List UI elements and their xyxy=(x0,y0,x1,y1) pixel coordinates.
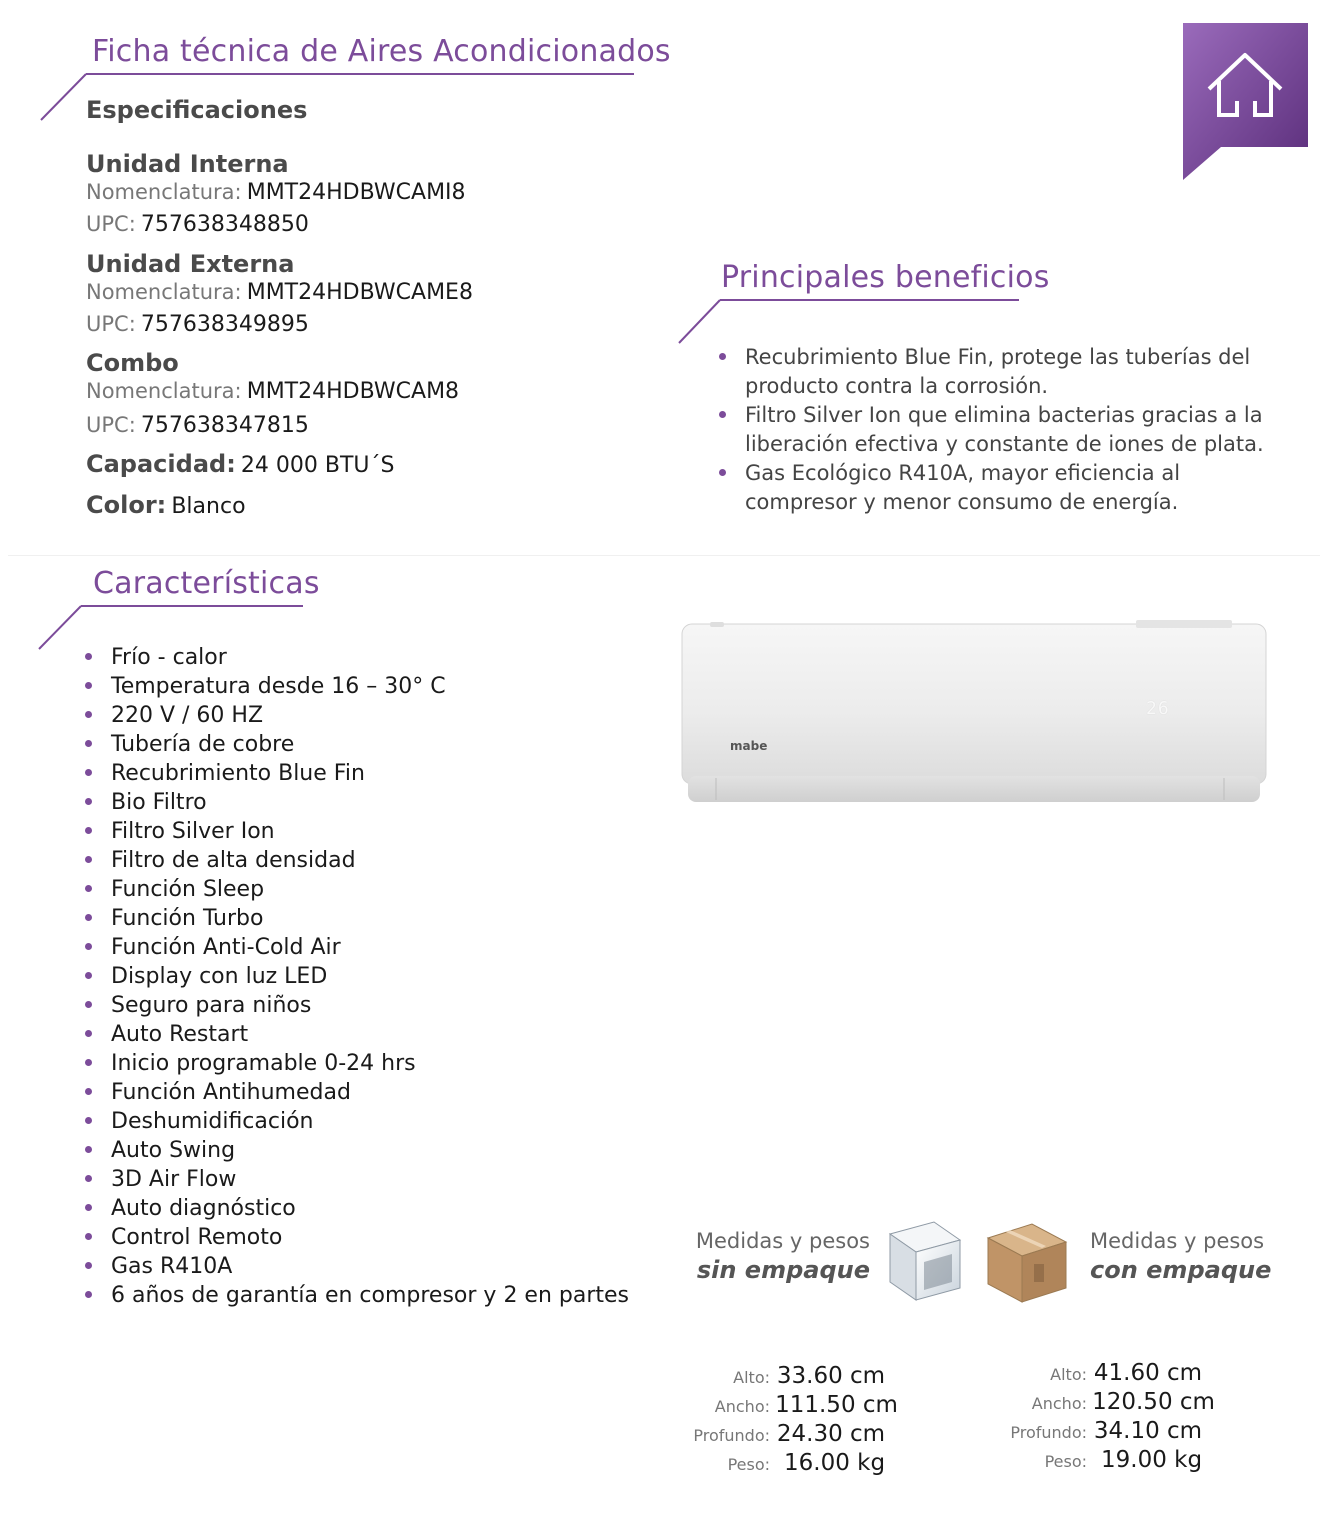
brand-logo: mabe xyxy=(730,739,768,753)
interna-heading: Unidad Interna xyxy=(86,150,289,178)
list-item: 6 años de garantía en compresor y 2 en partes xyxy=(83,1281,643,1310)
meas-label: Ancho: xyxy=(714,1397,770,1416)
interna-nom-row xyxy=(86,180,466,205)
meas-value: 24.30 cm xyxy=(776,1421,886,1447)
list-item: Recubrimiento Blue Fin xyxy=(83,759,643,788)
table-row xyxy=(1007,1388,1215,1417)
list-item: Auto Restart xyxy=(83,1020,643,1049)
nom-label: Nomenclatura: xyxy=(86,180,242,204)
upc-value: 757638348850 xyxy=(140,212,309,237)
color-row xyxy=(86,491,246,519)
list-item: Temperatura desde 16 – 30° C xyxy=(83,672,643,701)
con-empaque-table xyxy=(1007,1359,1215,1475)
sin-empaque-table xyxy=(690,1362,898,1478)
caracteristicas-list xyxy=(83,643,643,1310)
con-line2: con empaque xyxy=(1090,1256,1272,1284)
list-item: Deshumidificación xyxy=(83,1107,643,1136)
list-item: Recubrimiento Blue Fin, protege las tuberías del producto contra la corrosión. xyxy=(717,343,1277,401)
upc-value: 757638347815 xyxy=(140,413,309,438)
table-row xyxy=(690,1391,898,1420)
meas-label: Profundo: xyxy=(1010,1423,1087,1442)
caracteristicas-title: Características xyxy=(93,566,320,601)
cube-icon xyxy=(880,1212,970,1308)
meas-value: 120.50 cm xyxy=(1092,1389,1215,1415)
combo-nom-row xyxy=(86,379,459,404)
meas-label: Ancho: xyxy=(1031,1394,1087,1413)
upc-label: UPC: xyxy=(86,413,136,437)
list-item: Tubería de cobre xyxy=(83,730,643,759)
table-row xyxy=(690,1449,885,1478)
section-divider xyxy=(8,555,1320,556)
combo-heading: Combo xyxy=(86,349,179,377)
capacidad-row xyxy=(86,450,394,478)
table-row xyxy=(1007,1417,1202,1446)
table-row xyxy=(1007,1446,1202,1475)
meas-label: Alto: xyxy=(1050,1365,1087,1384)
table-row xyxy=(690,1420,885,1449)
sin-line1: Medidas y pesos xyxy=(695,1229,870,1253)
meas-value: 33.60 cm xyxy=(776,1363,886,1389)
nom-value: MMT24HDBWCAME8 xyxy=(246,280,473,305)
list-item: 220 V / 60 HZ xyxy=(83,701,643,730)
list-item: Inicio programable 0-24 hrs xyxy=(83,1049,643,1078)
list-item: Gas R410A xyxy=(83,1252,643,1281)
ac-unit-illustration xyxy=(680,618,1268,808)
color-label: Color: xyxy=(86,491,167,519)
nom-label: Nomenclatura: xyxy=(86,379,242,403)
box-icon xyxy=(980,1212,1076,1308)
list-item: Auto diagnóstico xyxy=(83,1194,643,1223)
con-empaque-header xyxy=(1090,1228,1290,1286)
beneficios-list xyxy=(717,343,1277,517)
con-line1: Medidas y pesos xyxy=(1090,1229,1265,1253)
page-title: Ficha técnica de Aires Acondicionados xyxy=(92,34,671,69)
meas-value: 19.00 kg xyxy=(1101,1447,1203,1473)
meas-label: Profundo: xyxy=(693,1426,770,1445)
meas-label: Alto: xyxy=(733,1368,770,1387)
meas-value: 16.00 kg xyxy=(784,1450,886,1476)
list-item: Función Anti-Cold Air xyxy=(83,933,643,962)
color-value: Blanco xyxy=(171,494,246,519)
temperature-display: 26 xyxy=(1146,698,1170,719)
list-item: Filtro Silver Ion que elimina bacterias gracias a la liberación efectiva y constante de iones de plata. xyxy=(717,401,1277,459)
capacidad-value: 24 000 BTU´S xyxy=(240,453,395,478)
list-item: Frío - calor xyxy=(83,643,643,672)
home-icon xyxy=(1203,49,1287,121)
list-item: Filtro Silver Ion xyxy=(83,817,643,846)
externa-upc-row xyxy=(86,312,309,337)
sin-empaque-header xyxy=(680,1228,870,1286)
beneficios-underline xyxy=(676,298,1022,346)
list-item: Filtro de alta densidad xyxy=(83,846,643,875)
meas-value: 111.50 cm xyxy=(775,1392,898,1418)
table-row xyxy=(1007,1359,1202,1388)
list-item: Auto Swing xyxy=(83,1136,643,1165)
sin-line2: sin empaque xyxy=(696,1256,870,1284)
nom-value: MMT24HDBWCAMI8 xyxy=(246,180,466,205)
list-item: Función Antihumedad xyxy=(83,1078,643,1107)
meas-value: 41.60 cm xyxy=(1093,1360,1203,1386)
list-item: Display con luz LED xyxy=(83,962,643,991)
product-image xyxy=(680,618,1268,808)
beneficios-title: Principales beneficios xyxy=(721,260,1050,295)
list-item: Gas Ecológico R410A, mayor eficiencia al compresor y menor consumo de energía. xyxy=(717,459,1277,517)
home-button[interactable] xyxy=(1183,23,1308,180)
interna-upc-row xyxy=(86,212,309,237)
upc-label: UPC: xyxy=(86,312,136,336)
externa-heading: Unidad Externa xyxy=(86,250,295,278)
list-item: 3D Air Flow xyxy=(83,1165,643,1194)
list-item: Función Turbo xyxy=(83,904,643,933)
meas-label: Peso: xyxy=(727,1455,770,1474)
meas-value: 34.10 cm xyxy=(1093,1418,1203,1444)
externa-nom-row xyxy=(86,280,473,305)
specs-subtitle: Especificaciones xyxy=(86,96,308,124)
nom-label: Nomenclatura: xyxy=(86,280,242,304)
meas-label: Peso: xyxy=(1044,1452,1087,1471)
upc-value: 757638349895 xyxy=(140,312,309,337)
table-row xyxy=(690,1362,885,1391)
list-item: Función Sleep xyxy=(83,875,643,904)
list-item: Bio Filtro xyxy=(83,788,643,817)
list-item: Seguro para niños xyxy=(83,991,643,1020)
upc-label: UPC: xyxy=(86,212,136,236)
nom-value: MMT24HDBWCAM8 xyxy=(246,379,460,404)
combo-upc-row xyxy=(86,413,309,438)
list-item: Control Remoto xyxy=(83,1223,643,1252)
capacidad-label: Capacidad: xyxy=(86,450,236,478)
